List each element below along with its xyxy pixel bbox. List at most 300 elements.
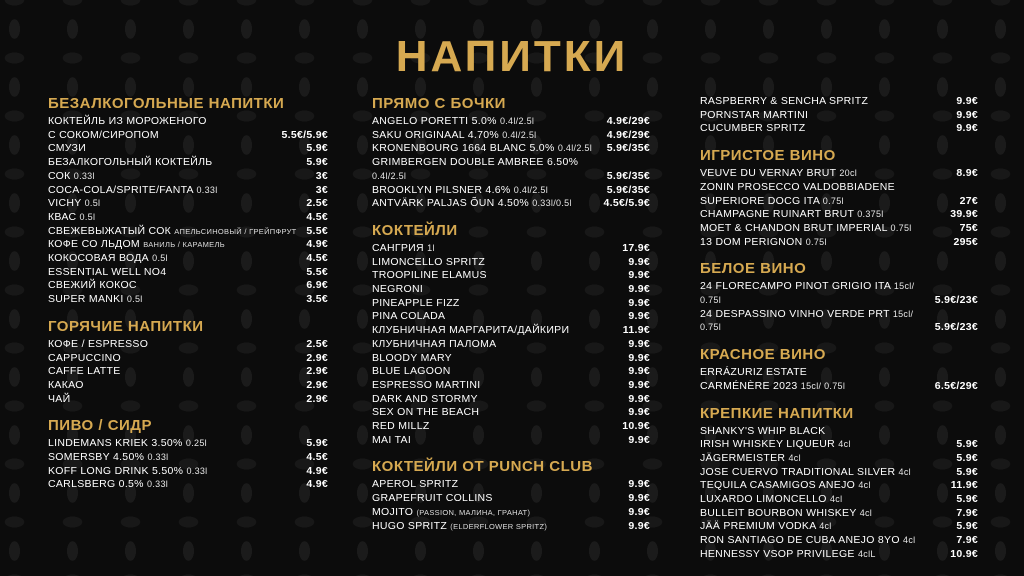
- item-name: [372, 492, 628, 506]
- item-volume: 1l: [427, 242, 435, 253]
- menu-item: [700, 452, 978, 466]
- item-price: 9.9€: [628, 505, 650, 518]
- menu-section: [372, 222, 650, 448]
- menu-item: [700, 222, 978, 236]
- menu-item: [372, 269, 650, 283]
- menu-section: [700, 147, 978, 249]
- item-name-text: КЛУБНИЧНАЯ ПАЛОМА: [372, 337, 497, 350]
- menu-column-3: [700, 95, 978, 573]
- menu-item: [48, 465, 328, 479]
- item-volume: 4cl: [819, 521, 832, 532]
- item-name-text: PINA COLADA: [372, 310, 446, 323]
- item-price: 11.9€: [622, 324, 650, 337]
- menu-item: [700, 109, 978, 123]
- item-volume: 0.33l: [186, 465, 208, 476]
- section-title: ПРЯМО С БОЧКИ: [372, 95, 506, 112]
- item-name-text: КОФЕ СО ЛЬДОМ: [48, 238, 140, 251]
- item-name: [372, 506, 628, 520]
- item-name: [700, 520, 956, 534]
- menu-item: [48, 338, 328, 352]
- item-volume: 0.75l: [890, 222, 912, 233]
- item-name-text: СМУЗИ: [48, 142, 87, 155]
- item-name-text: SEX ON THE BEACH: [372, 406, 480, 419]
- item-name-text: САНГРИЯ: [372, 241, 424, 254]
- item-name: [700, 181, 960, 208]
- item-volume: 4cl: [788, 452, 801, 463]
- menu-section: [48, 318, 328, 407]
- menu-item: [48, 279, 328, 293]
- item-price: 3.5€: [306, 293, 328, 306]
- item-name: [48, 338, 306, 352]
- item-price: 27€: [959, 194, 978, 207]
- item-name-text: LIMONCELLO SPRITZ: [372, 255, 486, 268]
- item-volume: 0.4l/2.5l: [372, 170, 407, 181]
- item-name-text: СВЕЖИЙ КОКОС: [48, 279, 137, 292]
- menu-item: [700, 208, 978, 222]
- item-price: 9.9€: [628, 519, 650, 532]
- menu-item: [372, 283, 650, 297]
- menu-column-1: [48, 95, 328, 503]
- menu-item: [700, 236, 978, 250]
- item-price: 5.9€/23€: [934, 294, 978, 307]
- item-name: [48, 465, 306, 479]
- item-name-text: RASPBERRY & SENCHA SPRITZ: [700, 95, 869, 107]
- item-price: 7.9€: [956, 506, 978, 519]
- menu-item: [700, 507, 978, 521]
- menu-item: [372, 352, 650, 366]
- section-title: КРАСНОЕ ВИНО: [700, 346, 826, 364]
- item-volume: 0.75l: [822, 195, 844, 206]
- item-name-text: CAFFE LATTE: [48, 365, 121, 378]
- item-name-text: КОФЕ / ESPRESSO: [48, 337, 149, 350]
- item-price: 4.9€/29€: [606, 115, 650, 127]
- item-name: [48, 379, 306, 393]
- item-price: 9.9€: [628, 492, 650, 505]
- item-price: 9.9€: [628, 310, 650, 323]
- item-name: [372, 256, 628, 270]
- item-price: 9.9€: [628, 406, 650, 419]
- item-name-text: КЛУБНИЧНАЯ МАРГАРИТА/ДАЙКИРИ: [372, 324, 570, 337]
- item-name: [700, 122, 956, 136]
- item-volume: 0.5l: [152, 253, 168, 264]
- item-name-text: КОКТЕЙЛЬ ИЗ МОРОЖЕНОГО С СОКОМ/СИРОПОМ: [48, 115, 207, 141]
- menu-item: [372, 242, 650, 256]
- item-name-text: CARLSBERG 0.5%: [48, 478, 144, 491]
- item-price: 2.9€: [306, 351, 328, 364]
- item-price: 9.9€: [956, 108, 978, 121]
- page-title: НАПИТКИ: [395, 32, 629, 81]
- item-name-text: СОК: [48, 169, 71, 182]
- item-price: 5.9€: [956, 438, 978, 451]
- item-price: 3€: [315, 169, 328, 182]
- menu-item: [372, 115, 650, 129]
- item-name: [48, 170, 316, 184]
- menu-section: [48, 417, 328, 492]
- item-volume: 0.33l: [147, 452, 169, 463]
- item-name: [372, 156, 607, 183]
- item-name: [372, 420, 622, 434]
- item-name: [372, 142, 607, 156]
- item-price: 5.9€: [306, 142, 328, 155]
- item-name: [372, 324, 623, 338]
- menu-item: [372, 310, 650, 324]
- item-price: 10.9€: [622, 420, 650, 433]
- item-price: 39.9€: [950, 208, 978, 221]
- item-volume: 0.5l: [84, 198, 101, 209]
- item-name: [48, 197, 306, 211]
- item-price: 9.9€: [628, 296, 650, 309]
- item-name-text: ANTVÄRK PALJAS ÕUN 4.50%: [372, 197, 529, 210]
- menu-item: [372, 338, 650, 352]
- item-name: [372, 115, 607, 129]
- item-price: 4.5€: [306, 252, 328, 265]
- menu-item: [48, 451, 328, 465]
- item-price: 9.9€: [628, 283, 650, 296]
- item-name-text: ESSENTIAL WELL NO4: [48, 265, 167, 278]
- item-name: [372, 297, 628, 311]
- item-name-text: VICHY: [48, 197, 82, 210]
- item-price: 4.9€: [306, 464, 328, 477]
- item-name: [700, 280, 935, 307]
- item-name-text: BLOODY MARY: [372, 351, 452, 364]
- menu-item: [372, 324, 650, 338]
- item-name-text: ESPRESSO MARTINI: [372, 378, 481, 391]
- item-volume: 0.4l/2.5l: [557, 143, 593, 154]
- item-name-text: HENNESSY VSOP PRIVILEGE: [700, 547, 855, 560]
- item-price: 4.5€: [306, 451, 328, 464]
- item-price: 2.9€: [306, 365, 328, 378]
- item-name: [372, 352, 628, 366]
- item-price: 17.9€: [622, 241, 650, 254]
- item-price: 9.9€: [628, 351, 650, 364]
- menu-item: [48, 379, 328, 393]
- menu-item: [700, 280, 978, 307]
- item-price: 2.9€: [306, 392, 328, 405]
- section-title: БЕЗАЛКОГОЛЬНЫЕ НАПИТКИ: [48, 95, 285, 112]
- item-name: [700, 466, 956, 480]
- menu-item: [48, 170, 328, 184]
- item-price: 2.9€: [306, 378, 328, 391]
- item-price: 7.9€: [956, 534, 978, 547]
- item-name-text: COCA-COLA/SPRITE/FANTA: [48, 183, 194, 196]
- item-volume: 4cl: [898, 466, 911, 477]
- menu-item: [48, 352, 328, 366]
- item-name: [700, 208, 950, 222]
- menu-item: [48, 252, 328, 266]
- menu-item: [372, 256, 650, 270]
- item-price: 5.9€: [956, 465, 978, 478]
- item-name: [48, 266, 306, 280]
- item-name: [372, 379, 628, 393]
- item-name: [700, 95, 956, 109]
- item-name-text: SOMERSBY 4.50%: [48, 451, 145, 464]
- item-name-text: JÄGERMEISTER: [700, 451, 786, 464]
- menu-item: [48, 225, 328, 239]
- item-volume: 4cl: [859, 507, 873, 518]
- item-name: [372, 338, 628, 352]
- menu-item: [372, 297, 650, 311]
- menu-section: [700, 346, 978, 393]
- item-price: 9.9€: [628, 392, 650, 405]
- item-name: [700, 366, 935, 393]
- item-price: 4.9€/29€: [606, 128, 650, 141]
- item-name-text: NEGRONI: [372, 283, 424, 296]
- item-price: 9.9€: [628, 337, 650, 350]
- item-name-text: ZONIN PROSECCO VALDOBBIADENE SUPERIORE DOCG ITA: [700, 180, 895, 207]
- section-title: ГОРЯЧИЕ НАПИТКИ: [48, 317, 204, 335]
- menu-section: [372, 458, 650, 533]
- item-name: [48, 252, 306, 266]
- item-name: [48, 437, 306, 451]
- item-name-text: SAKU ORIGINAAL 4.70%: [372, 128, 499, 141]
- item-name-text: БЕЗАЛКОГОЛЬНЫЙ КОКТЕЙЛЬ: [48, 156, 213, 169]
- menu-item: [372, 506, 650, 520]
- item-volume: 4cl: [838, 439, 851, 450]
- menu-item: [700, 95, 978, 109]
- menu-item: [48, 238, 328, 252]
- item-volume: 15cl/ 0.75l: [700, 308, 914, 333]
- menu-item: [48, 115, 328, 142]
- item-price: 5.5€/5.9€: [281, 128, 328, 141]
- item-volume: 0.4l/2.5l: [499, 116, 535, 126]
- item-price: 4.9€: [306, 478, 328, 491]
- menu-item: [372, 197, 650, 211]
- section-title: ИГРИСТОЕ ВИНО: [700, 147, 836, 165]
- item-price: 6.5€/29€: [934, 379, 978, 392]
- item-name-text: 24 FLORECAMPO PINOT GRIGIO ITA: [700, 280, 891, 293]
- item-price: 4.5€/5.9€: [603, 197, 650, 210]
- menu-item: [48, 142, 328, 156]
- item-price: 4.5€: [306, 210, 328, 223]
- menu-section: [372, 95, 650, 211]
- menu-item: [700, 366, 978, 393]
- item-name: [48, 478, 306, 492]
- item-price: 5.9€: [306, 437, 328, 450]
- item-name: [372, 520, 628, 534]
- menu-item: [372, 184, 650, 198]
- item-name: [700, 222, 960, 236]
- item-price: 5.9€/35€: [606, 169, 650, 182]
- item-price: 2.5€: [306, 337, 328, 350]
- section-title: КОКТЕЙЛИ ОТ PUNCH CLUB: [372, 458, 593, 476]
- item-volume: 15cl/ 0.75l: [700, 281, 915, 306]
- item-name: [372, 478, 628, 492]
- item-name: [372, 283, 628, 297]
- item-name-text: APEROL SPRITZ: [372, 478, 459, 491]
- item-name-text: DARK AND STORMY: [372, 392, 478, 405]
- item-name: [372, 184, 607, 198]
- item-name: [372, 197, 604, 211]
- menu-item: [48, 293, 328, 307]
- item-name: [372, 393, 628, 407]
- item-price: 9.9€: [628, 378, 650, 391]
- item-price: 5.9€: [956, 451, 978, 464]
- menu-item: [372, 129, 650, 143]
- menu-item: [372, 393, 650, 407]
- item-volume: 0.5l: [126, 294, 143, 305]
- item-name-text: KRONENBOURG 1664 BLANC 5.0%: [372, 142, 555, 155]
- item-name-text: BULLEIT BOURBON WHISKEY: [700, 506, 857, 519]
- item-volume: 4cl: [829, 494, 843, 505]
- item-name-text: SHANKY'S WHIP BLACK IRISH WHISKEY LIQUEUR: [700, 424, 836, 451]
- item-price: 9.9€: [628, 269, 650, 282]
- item-price: 9.9€: [628, 478, 650, 491]
- item-name-text: SUPER MANKI: [48, 293, 124, 306]
- item-price: 5.9€: [956, 520, 978, 533]
- item-name: [372, 365, 628, 379]
- item-name-text: MOET & CHANDON BRUT IMPERIAL: [700, 221, 888, 234]
- item-price: 5.9€/35€: [606, 183, 650, 196]
- menu-item: [372, 434, 650, 448]
- menu-item: [372, 520, 650, 534]
- item-name: [48, 279, 306, 293]
- item-volume: 20cl: [839, 168, 858, 179]
- item-name-text: MOJITO: [372, 505, 414, 518]
- item-name: [700, 507, 956, 521]
- item-volume: 0.4l/2.5l: [513, 184, 549, 195]
- item-volume: АПЕЛЬСИНОВЫЙ / ГРЕЙПФРУТ: [174, 226, 297, 236]
- item-name-text: PINEAPPLE FIZZ: [372, 296, 460, 309]
- item-name: [700, 308, 935, 335]
- item-name: [700, 109, 956, 123]
- menu-item: [372, 492, 650, 506]
- section-title: БЕЛОЕ ВИНО: [700, 260, 807, 278]
- menu-item: [700, 425, 978, 452]
- menu-item: [372, 420, 650, 434]
- menu-item: [48, 478, 328, 492]
- item-price: 9.9€: [956, 122, 978, 135]
- item-name-text: CHAMPAGNE RUINART BRUT: [700, 208, 855, 221]
- item-name: [48, 156, 306, 170]
- item-name: [48, 238, 306, 252]
- item-name-text: GRAPEFRUIT COLLINS: [372, 492, 493, 505]
- item-price: 2.5€: [306, 197, 328, 210]
- item-price: 295€: [953, 235, 978, 248]
- item-volume: 0.4l/2.5l: [502, 129, 537, 140]
- item-name-text: MAI TAI: [372, 433, 412, 446]
- item-name-text: GRIMBERGEN DOUBLE AMBREE 6.50%: [372, 156, 579, 169]
- item-price: 11.9€: [950, 479, 978, 492]
- item-name: [48, 184, 316, 198]
- item-name-text: KOFF LONG DRINK 5.50%: [48, 464, 184, 477]
- item-price: 9.9€: [628, 365, 650, 378]
- menu-item: [700, 181, 978, 208]
- item-name: [48, 352, 306, 366]
- item-name: [700, 425, 956, 452]
- item-price: 5.5€: [306, 224, 328, 237]
- item-name: [372, 434, 628, 448]
- item-price: 5.9€/23€: [934, 321, 978, 334]
- item-price: 5.9€: [956, 493, 978, 506]
- menu-item: [48, 266, 328, 280]
- item-name-text: VEUVE DU VERNAY BRUT: [700, 167, 837, 180]
- item-name-text: СВЕЖЕВЫЖАТЫЙ СОК: [48, 224, 172, 237]
- item-name: [372, 242, 622, 256]
- item-volume: ВАНИЛЬ / КАРАМЕЛЬ: [143, 240, 225, 250]
- item-name-text: ANGELO PORETTI 5.0%: [372, 115, 497, 127]
- item-name-text: TEQUILA CASAMIGOS ANEJO: [700, 479, 856, 492]
- item-name: [372, 310, 628, 324]
- menu-item: [700, 122, 978, 136]
- menu-item: [372, 406, 650, 420]
- item-price: 9.9€: [628, 255, 650, 268]
- item-name-text: PORNSTAR MARTINI: [700, 108, 809, 121]
- item-price: 10.9€: [950, 547, 978, 560]
- item-name-text: КОКОСОВАЯ ВОДА: [48, 252, 149, 265]
- item-volume: 0.33l: [73, 170, 95, 181]
- item-name-text: ERRÁZURIZ ESTATE CARMÉNÈRE 2023: [700, 366, 808, 392]
- item-name-text: TROOPILINE ELAMUS: [372, 269, 487, 282]
- menu-item: [372, 365, 650, 379]
- item-name-text: BLUE LAGOON: [372, 365, 451, 378]
- menu-item: [372, 379, 650, 393]
- section-title: КОКТЕЙЛИ: [372, 221, 458, 239]
- item-price: 5.5€: [306, 265, 328, 278]
- item-name-text: 13 DOM PERIGNON: [700, 235, 803, 248]
- menu-item: [48, 197, 328, 211]
- menu-section: [700, 405, 978, 562]
- item-name: [48, 293, 306, 307]
- item-name-text: 24 DESPASSINO VINHO VERDE PRT: [700, 307, 890, 320]
- item-volume: 0.5l: [79, 211, 96, 222]
- item-price: 9.9€: [956, 95, 978, 107]
- item-name-text: LINDEMANS KRIEK 3.50%: [48, 437, 183, 450]
- item-volume: 15cl/ 0.75l: [800, 380, 846, 391]
- menu-item: [700, 466, 978, 480]
- menu-section: [700, 260, 978, 335]
- item-name: [48, 225, 306, 239]
- menu-item: [700, 308, 978, 335]
- menu-item: [372, 142, 650, 156]
- menu-item: [700, 520, 978, 534]
- item-name: [700, 167, 956, 181]
- item-volume: 0.33l: [147, 479, 169, 490]
- item-volume: 0.33l/0.5l: [532, 198, 572, 209]
- item-name: [372, 269, 628, 283]
- menu-item: [48, 156, 328, 170]
- item-name-text: КВАС: [48, 210, 77, 223]
- menu-item: [700, 493, 978, 507]
- item-name: [700, 236, 953, 250]
- item-volume: 4cl: [903, 535, 916, 546]
- item-volume: 0.25l: [185, 438, 207, 449]
- menu-item: [700, 548, 978, 562]
- item-name-text: HUGO SPRITZ: [372, 519, 448, 532]
- item-name: [48, 451, 306, 465]
- item-name-text: CAPPUCCINO: [48, 351, 122, 364]
- item-name: [48, 365, 306, 379]
- item-volume: 0.33l: [196, 184, 218, 195]
- menu-item: [700, 534, 978, 548]
- item-name: [48, 115, 282, 142]
- item-name: [700, 493, 956, 507]
- item-name-text: LUXARDO LIMONCELLO: [700, 493, 827, 506]
- item-name-text: JOSE CUERVO TRADITIONAL SILVER: [700, 465, 896, 478]
- menu-column-2: [372, 95, 650, 544]
- item-name: [700, 479, 951, 493]
- menu-item: [372, 478, 650, 492]
- item-price: 75€: [959, 221, 978, 234]
- menu-item: [48, 184, 328, 198]
- item-name: [48, 211, 306, 225]
- menu-item: [48, 437, 328, 451]
- item-price: 5.9€: [306, 156, 328, 169]
- menu-item: [48, 393, 328, 407]
- item-price: 8.9€: [956, 167, 978, 180]
- item-price: 5.9€/35€: [606, 142, 650, 155]
- item-volume: 0.375l: [857, 209, 884, 220]
- item-price: 3€: [315, 183, 328, 196]
